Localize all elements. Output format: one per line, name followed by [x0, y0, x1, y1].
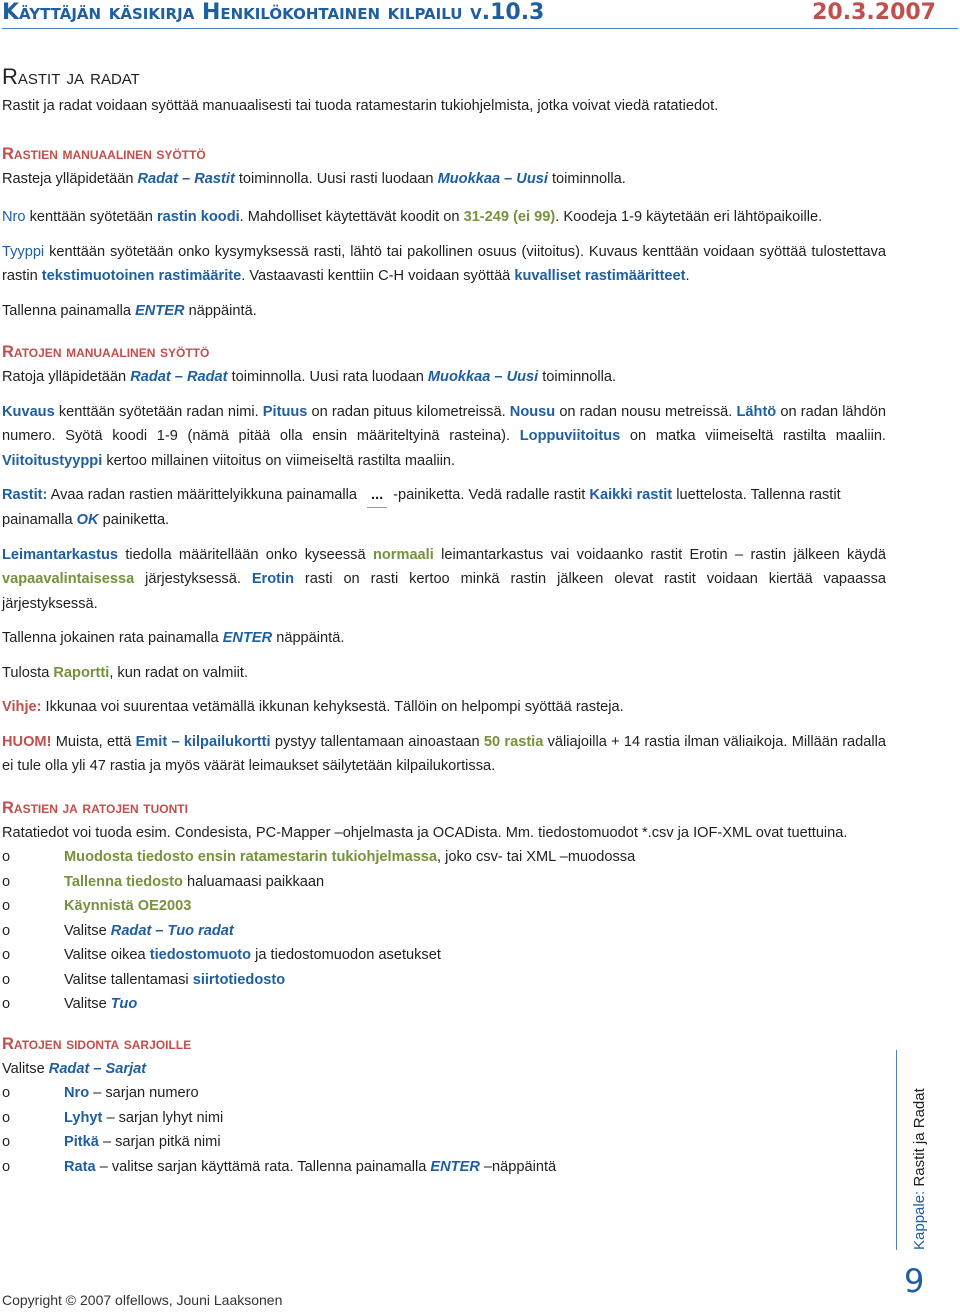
- list-item: o Tallenna tiedosto haluamaasi paikkaan: [2, 870, 886, 895]
- s4-paragraph-1: Valitse Radat – Sarjat: [2, 1060, 147, 1077]
- s1-paragraph-4: Tallenna painamalla ENTER näppäintä.: [2, 302, 257, 319]
- intro-paragraph: Rastit ja radat voidaan syöttää manuaalisesti tai tuoda ratamestarin tukiohjelmista, jotka voivat viedä ratatiedot.: [2, 98, 719, 114]
- section-title: Rastit ja radat: [2, 64, 140, 89]
- main-content: [2, 62, 886, 1179]
- heading-ratojen-manuaalinen: Ratojen manuaalinen syöttö: [2, 343, 210, 361]
- list-item: o Rata – valitse sarjan käyttämä rata. Tallenna painamalla ENTER –näppäintä: [2, 1155, 886, 1180]
- list-item: o Lyhyt – sarjan lyhyt nimi: [2, 1106, 886, 1131]
- list-item: o Käynnistä OE2003: [2, 894, 886, 919]
- list-item: o Valitse Radat – Tuo radat: [2, 919, 886, 944]
- list-item: o Nro – sarjan numero: [2, 1081, 886, 1106]
- list-item: o Valitse oikea tiedostomuoto ja tiedostomuodon asetukset: [2, 943, 886, 968]
- document-title: Käyttäjän käsikirja Henkilökohtainen kilpailu v.10.3: [2, 0, 545, 25]
- footer-copyright: Copyright © 2007 olfellows, Jouni Laaksonen: [2, 1292, 283, 1308]
- import-steps-list: [2, 845, 886, 1017]
- s2-paragraph-5: Tallenna jokainen rata painamalla ENTER näppäintä.: [2, 630, 345, 646]
- page-number: 9: [904, 1262, 925, 1300]
- list-item: o Pitkä – sarjan pitkä nimi: [2, 1130, 886, 1155]
- s1-paragraph-1: Rasteja ylläpidetään Radat – Rastit toiminnolla. Uusi rasti luodaan Muokkaa – Uusi toiminnolla.: [2, 170, 626, 187]
- s2-paragraph-8: HUOM! Muista, että Emit – kilpailukortti pystyy tallentamaan ainoastaan 50 rastia väliajoilla + 14 rastia ilman väliaikoja. Millään radalla ei tule olla yli 47 rastia ja myös väärät leimaukset säilytetään kilpailukortissa.: [2, 733, 887, 774]
- s2-paragraph-7: Vihje: Ikkunaa voi suurentaa vetämällä ikkunan kehyksestä. Tällöin on helpompi syöttää rasteja.: [2, 699, 624, 715]
- s2-paragraph-2: Kuvaus kenttään syötetään radan nimi. Pituus on radan pituus kilometreissä. Nousu on radan nousu metreissä. Lähtö on radan lähdön numero. Syötä koodi 1-9 (nämä pitää olla ensin määriteltyinä rasteina). Loppuviitoitus on matka viimeiseltä rastilta maaliin. Viitoitustyyppi kertoo millainen viitoitus on viimeiseltä rastilta maaliin.: [2, 403, 887, 469]
- s1-paragraph-3: Tyyppi kenttään syötetään onko kysymyksessä rasti, lähtö tai pakollinen osuus (viitoitus). Kuvaus kenttään voidaan syöttää tulostettava rastin tekstimuotoinen rastimäärite. Vastaavasti kenttiin C-H voidaan syöttää kuvalliset rastimääritteet.: [2, 243, 886, 284]
- class-fields-list: [2, 1081, 886, 1179]
- ellipsis-button-icon: ...: [367, 491, 387, 508]
- chapter-label: Kappale: Rastit ja Radat: [911, 1088, 928, 1250]
- chapter-sidebar: [896, 1050, 957, 1250]
- list-item: o Valitse tallentamasi siirtotiedosto: [2, 968, 886, 993]
- s1-paragraph-2: Nro kenttään syötetään rastin koodi. Mahdolliset käytettävät koodit on 31-249 (ei 99). Koodeja 1-9 käytetään eri lähtöpaikoille.: [2, 209, 823, 225]
- document-date: 20.3.2007: [812, 0, 936, 25]
- heading-tuonti: Rastien ja ratojen tuonti: [2, 798, 188, 817]
- heading-sidonta: Ratojen sidonta sarjoille: [2, 1034, 192, 1053]
- s2-paragraph-6: Tulosta Raportti, kun radat on valmiit.: [2, 664, 249, 681]
- s2-paragraph-1: Ratoja ylläpidetään Radat – Radat toiminnolla. Uusi rata luodaan Muokkaa – Uusi toiminnolla.: [2, 369, 617, 385]
- s2-paragraph-3: Rastit: Avaa radan rastien määrittelyikkuna painamalla ... -painiketta. Vedä radalle rastit Kaikki rastit luettelosta. Tallenna rastit painamalla OK painiketta.: [2, 487, 841, 528]
- page-header: [2, 0, 936, 26]
- s2-paragraph-4: Leimantarkastus tiedolla määritellään onko kyseessä normaali leimantarkastus vai voidaanko rastit Erotin – rastin jälkeen käydä vapaavalintaisessa järjestyksessä. Erotin rasti on rasti kertoo minkä rastin jälkeen olevat rastit voidaan kiertää vapaassa järjestyksessä.: [2, 546, 887, 612]
- header-rule: [2, 28, 958, 29]
- list-item: o Valitse Tuo: [2, 992, 886, 1017]
- heading-rastien-manuaalinen: Rastien manuaalinen syöttö: [2, 144, 206, 163]
- list-item: o Muodosta tiedosto ensin ratamestarin tukiohjelmassa, joko csv- tai XML –muodossa: [2, 845, 886, 870]
- s3-paragraph-1: Ratatiedot voi tuoda esim. Condesista, PC-Mapper –ohjelmasta ja OCADista. Mm. tiedostomuodot *.csv ja IOF-XML ovat tuettuina.: [2, 824, 848, 841]
